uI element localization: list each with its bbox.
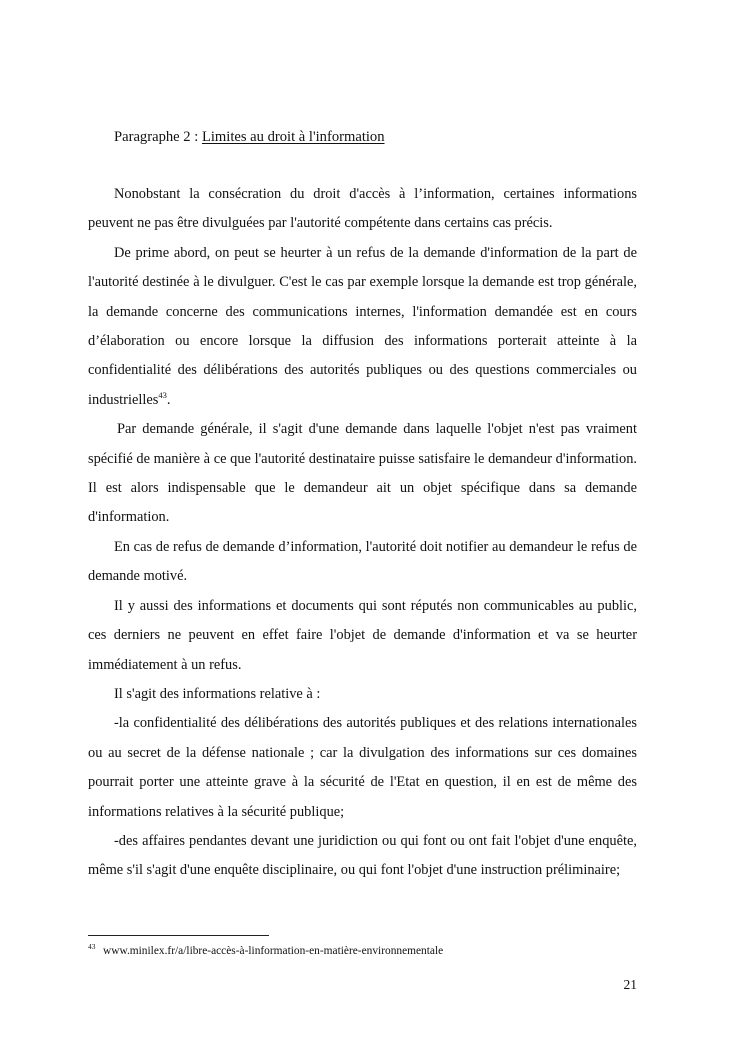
paragraph-4: En cas de refus de demande d’information, l'autorité doit notifier au demandeur le refus de demande motivé. [88,538,637,585]
paragraph-2: De prime abord, on peut se heurter à un refus de la demande d'information de la part de l'autorité destinée à le divulguer. C'est le cas par exemple lorsque la demande est trop générale, la demande concerne des communications internes, l'information demandée est en cours d’élaboration ou encore lorsque la diffusion des informations porterait atteinte à la confidentialité des délibérations des autorités publiques ou des questions commerciales ou industrielles$^{43}$. [88,244,637,408]
paragraph-6: Il s'agit des informations relative à : [114,685,321,702]
paragraph-5: Il y aussi des informations et documents qui sont réputés non communicables au public, ces derniers ne peuvent en effet faire l'objet de demande d'information et va se heurter immédiatement à un refus. [88,597,637,673]
footnote-separator [88,935,269,936]
section-heading [88,127,648,147]
footnote: 43 www.minilex.fr/a/libre-accès-à-linformation-en-matière-environnementale [88,942,444,957]
footnote-reference[interactable]: 43 [158,389,167,400]
heading-prefix: Paragraphe 2 : [114,129,202,145]
page-number: 21 [623,977,637,992]
paragraph-1: Nonobstant la consécration du droit d'accès à l’information, certaines informations peuvent ne pas être divulguées par l'autorité compétente dans certains cas précis. [88,186,637,232]
footnote-text: www.minilex.fr/a/libre-accès-à-linformation-en-matière-environnementale [103,945,444,957]
paragraph-8: -des affaires pendantes devant une juridiction ou qui font ou ont fait l'objet d'une enquête, même s'il s'agit d'une enquête disciplinaire, ou qui font l'objet d'une instruction préliminaire; [88,832,637,879]
paragraph-2-text: De prime abord, on peut se heurter à un refus de la demande d'information de la part de l'autorité destinée à le divulguer. C'est le cas par exemple lorsque la demande est trop générale, la demande concerne des communications internes, l'information demandée est en cours d’élaboration ou encore lorsque la diffusion des informations porterait atteinte à la confidentialité des délibérations des autorités publiques ou des questions commerciales ou industrielles [88,244,637,408]
paragraph-3: Par demande générale, il s'agit d'une demande dans laquelle l'objet n'est pas vraiment spécifié de manière à ce que l'autorité destinataire puisse satisfaire le demandeur d'information. Il est alors indispensable que le demandeur ait un objet spécifique dans sa demande d'information. [88,421,637,526]
body-text [88,180,637,886]
paragraph-7: -la confidentialité des délibérations des autorités publiques et des relations internationales ou au secret de la défense nationale ; car la divulgation des informations sur ces domaines pourrait porter une atteinte grave à la sécurité de l'Etat en question, il en est de même des informations relatives à la sécurité publique; [88,715,637,820]
heading-title: Limites au droit à l'information [201,129,385,145]
